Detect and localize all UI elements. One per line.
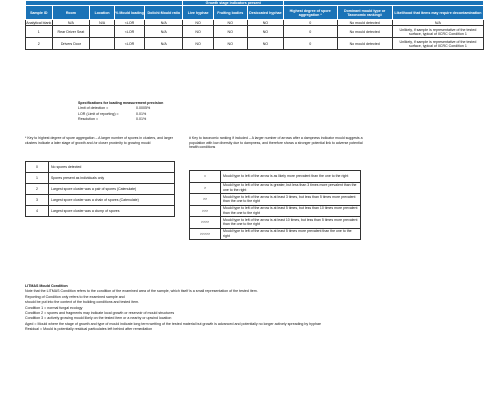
cell: N/A — [392, 20, 483, 26]
cell: No mould detected — [337, 20, 392, 26]
cell: Largest spore cluster was a clump of spores — [49, 206, 175, 217]
cell: NO — [247, 26, 283, 38]
col-header: Location — [90, 6, 115, 20]
table-row — [190, 194, 361, 206]
aggregation-key-table — [25, 161, 175, 217]
cell: <LOR — [114, 26, 144, 38]
col-header: Highest degree of spore aggregation * — [284, 6, 338, 20]
spec-label: LOR (Limit of reporting) = — [78, 111, 119, 116]
litmas-title: LITMAS Mould Condition — [25, 284, 68, 288]
cell: <LOR — [114, 20, 144, 26]
spec-label: Resolution = — [78, 116, 99, 121]
cell: NO — [213, 26, 247, 38]
taxonomic-note: # Key to taxonomic ranking if included – A larger number of arrows after a dampness indicator mould suggests a population with low diversity due to dampness, and therefore shows a stronger potential link to adverse potential health conditions — [189, 136, 363, 150]
cell: N/A — [52, 20, 90, 26]
cell: Mould type to left of the arrow is greater, but less than 3 times more prevalent than the one to the right — [221, 182, 361, 194]
cell: NO — [183, 38, 213, 50]
table-row — [190, 171, 361, 183]
cell: No mould detected — [337, 26, 392, 38]
col-header: Room — [52, 6, 90, 20]
cell — [90, 38, 115, 50]
aggregation-note: * Key to highest degree of spore aggregation – A larger number of spores in clusters, and larger clusters indicate a later stage of growth and /or closer proximity to growing mould — [25, 136, 173, 145]
cell: >> — [190, 194, 221, 206]
cell: 2 — [26, 184, 49, 195]
cell: No mould detected — [337, 38, 392, 50]
cell: Rear Driver Seat — [52, 26, 90, 38]
litmas-line: Aged = Mould where the stage of growth and type of mould indicate long term wetting of the tested material but growth is advanced and potentially no longer actively spreading by hyphae — [25, 321, 321, 326]
col-header: Likelihood that items may require decontamination — [392, 6, 483, 20]
col-header: Desiccated hyphae — [247, 6, 283, 20]
table-row — [26, 184, 175, 195]
cell: N/A — [90, 20, 115, 26]
table-row — [26, 38, 484, 50]
spec-value: 0.01% — [136, 111, 147, 116]
table-row — [26, 26, 484, 38]
cell: 0 — [284, 26, 338, 38]
cell: NO — [183, 20, 213, 26]
table-row — [190, 205, 361, 217]
cell — [90, 26, 115, 38]
cell: <LOR — [114, 38, 144, 50]
col-header: Fruiting bodies — [213, 6, 247, 20]
table-row — [190, 182, 361, 194]
col-header: Dominant mould type or Taxonomic ranking# — [337, 6, 392, 20]
cell: 3 — [26, 195, 49, 206]
cell: NO — [247, 20, 283, 26]
specifications-block — [78, 101, 163, 122]
taxonomic-key-table — [189, 170, 361, 240]
cell: 1 — [26, 173, 49, 184]
cell: >>> — [190, 205, 221, 217]
litmas-line: Condition 2 = spores and fragments may indicate local growth or reservoir of mould structures — [25, 311, 175, 316]
litmas-line: Reporting of Condition only refers to the examined sample and — [25, 294, 125, 299]
cell: Largest spore cluster was a chain of spores (Catenulate) — [49, 195, 175, 206]
spec-value: 0.0005% — [136, 106, 151, 111]
cell: Mould type to left of the arrow is as likely more prevalent than the one to the right — [221, 171, 361, 183]
cell: N/A — [145, 20, 183, 26]
cell: 2 — [26, 38, 53, 50]
table-row — [26, 173, 175, 184]
cell: 4 — [26, 206, 49, 217]
cell: Mould type to left of the arrow is at least 5 times, but less than 10 times more prevalent than the one to the right — [221, 205, 361, 217]
table-header-row — [26, 6, 484, 20]
cell: 1 — [26, 26, 53, 38]
cell: Largest spore cluster was a pair of spores (Catenulate) — [49, 184, 175, 195]
cell: Mould type to left of the arrow is at least 5 times more prevalent than the one to the right — [221, 228, 361, 240]
table-row — [26, 162, 175, 173]
cell: N/A — [145, 38, 183, 50]
table-row — [26, 195, 175, 206]
cell: NO — [247, 38, 283, 50]
cell: NO — [213, 20, 247, 26]
table-row — [190, 217, 361, 229]
cell: 0 — [284, 20, 338, 26]
cell: NO — [183, 26, 213, 38]
table-row — [190, 228, 361, 240]
col-header: Sample ID — [26, 6, 53, 20]
col-header: Dolichi:Mould ratio — [145, 6, 183, 20]
growth-stage-header: Growth stage indicators present — [183, 1, 284, 6]
cell: No spores detected — [49, 162, 175, 173]
cell: >>>> — [190, 217, 221, 229]
spec-label: Limit of detection = — [78, 106, 109, 111]
cell: NO — [213, 38, 247, 50]
cell: = — [190, 171, 221, 183]
cell: Analytical blank — [26, 20, 52, 25]
spec-line — [78, 117, 163, 122]
litmas-line: Note that the LITMAS Condition refers to the condition of the examined area of the sample, which itself is a small representation of the tested item. — [25, 289, 258, 294]
cell: Drivers Door — [52, 38, 90, 50]
cell: >>>>> — [190, 228, 221, 240]
specifications-title: Specifications for loading measurement precision — [78, 101, 164, 105]
litmas-line: should be put into the context of the building conditions and tested item. — [25, 300, 140, 305]
col-header: Live hyphae — [183, 6, 213, 20]
cell: Unlikely, if sample is representative of the tested surface, typical of IICRC Condition 1 — [392, 26, 483, 38]
spec-value: 0.01% — [136, 116, 147, 121]
cell: 0 — [26, 162, 49, 173]
litmas-block — [25, 284, 470, 333]
table-row — [26, 206, 175, 217]
cell: > — [190, 182, 221, 194]
litmas-line: Residual = Mould is potentially residual particulates left behind after remediation — [25, 327, 153, 332]
results-table — [25, 0, 484, 50]
col-header: % Mould loading — [114, 6, 144, 20]
cell: Mould type to left of the arrow is at least 3 times, but less than 5 times more prevalent than the one to the right — [221, 194, 361, 206]
cell: N/A — [145, 26, 183, 38]
cell: Mould type to left of the arrow is at least 10 times, but less than 5 times more prevalent than the one to the right — [221, 217, 361, 229]
cell: 0 — [284, 38, 338, 50]
cell: Unlikely, if sample is representative of the tested surface, typical of IICRC Condition 1 — [392, 38, 483, 50]
litmas-line: Condition 1 = normal fungal ecology — [25, 305, 83, 310]
cell: Spores present as individuals only — [49, 173, 175, 184]
litmas-line: Condition 3 = actively growing mould likely on the tested item or a nearby or upwind location — [25, 316, 172, 321]
